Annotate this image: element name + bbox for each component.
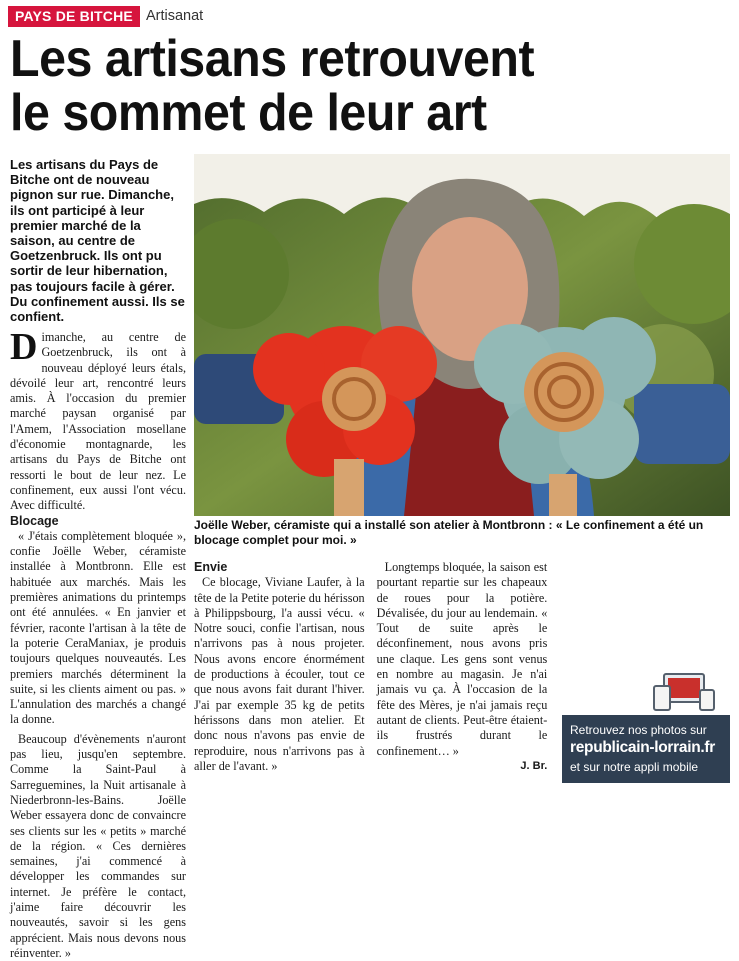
article-photo (194, 154, 730, 516)
photo-ceramist-with-ceramic-flowers (194, 154, 730, 516)
paragraph-envie: Ce blocage, Viviane Laufer, à la tête de la Petite poterie du hérisson à Philippsbourg, l'a aussi vécu. « Notre souci, confie l'artisan, nous n'arrivons pas à nous projeter. Nous avons encore énormément de productions à écouler, tout ce que nous avons fait durant l'hiver. J'ai par exemple 35 kg de petits hérissons dans mon atelier. Et donc nous n'avons pas envie de reproduire, nous n'arrivons pas à aller de l'avant. » (194, 575, 365, 773)
rubric-label: Artisanat (145, 8, 204, 24)
promo-box[interactable] (562, 715, 730, 783)
intro-paragraph: Dimanche, au centre de Goetzenbruck, ils ont à nouveau déployé leurs étals, dévoilé leur art, rencontré leurs amis. À l'occasion du premier marché paysan organisé par l'Amem, l'Association mosellane d'économie montagnarde, les artisans du Pays de Bitche ont ressorti le bout de leur nez. Le confinement, eux aussi l'ont vécu. Avec difficulté. (10, 326, 186, 513)
drop-cap: D (10, 326, 38, 368)
article-column-1 (10, 326, 186, 961)
section-tag: PAYS DE BITCHE (8, 6, 140, 27)
devices-icon (650, 672, 720, 712)
promo-line-1: Retrouvez nos photos sur (570, 723, 707, 737)
headline-line-1: Les artisans retrouvent (10, 30, 535, 88)
promo-site-link[interactable]: republicain-lorrain.fr (570, 739, 715, 756)
kicker (8, 6, 203, 26)
signature: J. Br. (520, 759, 548, 772)
paragraph-blocage: « J'étais complètement bloquée », confie Joëlle Weber, céramiste installée à Montbronn. Elle est habituée aux marchés. Mais les premières animations du printemps ont été annulées. « En janvier et février, raconte l'artisan à la tête de la poterie CeraManiax, je produis toujours quelques nouveautés. Les premiers marchés déterminent la suite, si les clients aiment ou pas. » L'annulation des marchés a changé la donne. (10, 528, 186, 727)
headline-line-2: le sommet de leur art (10, 84, 487, 142)
photo-caption: Joëlle Weber, céramiste qui a installé son atelier à Montbronn : « Le confinement a été un blocage complet pour moi. » (194, 518, 704, 547)
subhead-blocage: Blocage (10, 513, 59, 528)
subhead-envie: Envie (194, 560, 228, 574)
headline (10, 32, 680, 140)
standfirst: Les artisans du Pays de Bitche ont de nouveau pignon sur rue. Dimanche, ils ont participé à leur premier marché de la saison, au centre de Goetzenbruck. Ils ont pu sortir de leur hibernation, pas toujours facile à gérer. Du confinement aussi. Ils se confient. (10, 157, 185, 325)
paragraph-evenements: Beaucoup d'évènements n'auront pas lieu, jusqu'en septembre. Comme la Saint-Paul à Sarreguemines, la Nuit artisanale à Niederbronn-les-Bains. Joëlle Weber essayera donc de convaincre ses clients sur les « petits » marché de la région. « Ces dernières semaines, j'ai commencé à développer les commandes sur internet. Je préfère le contact, j'aime faire découvrir les nouveautés, savoir si les gens apprécient. Mais nous devons nous réinventer. » (10, 731, 186, 960)
promo-line-3: et sur notre appli mobile (570, 760, 699, 774)
paragraph-longtemps: Longtemps bloquée, la saison est pourtant repartie sur les chapeaux de roues pour la potière. Dévalisée, du jour au lendemain. « Tout de suite après le déconfinement, nous avons pris une claque. Les gens sont venus en nombre au magasin. Je n'ai jamais vu ça. À l'occasion de la fête des Mères, je n'ai jamais reçu autant de clients. Peut-être étaient-ils frustrés durant le confinement… » (376, 560, 548, 758)
